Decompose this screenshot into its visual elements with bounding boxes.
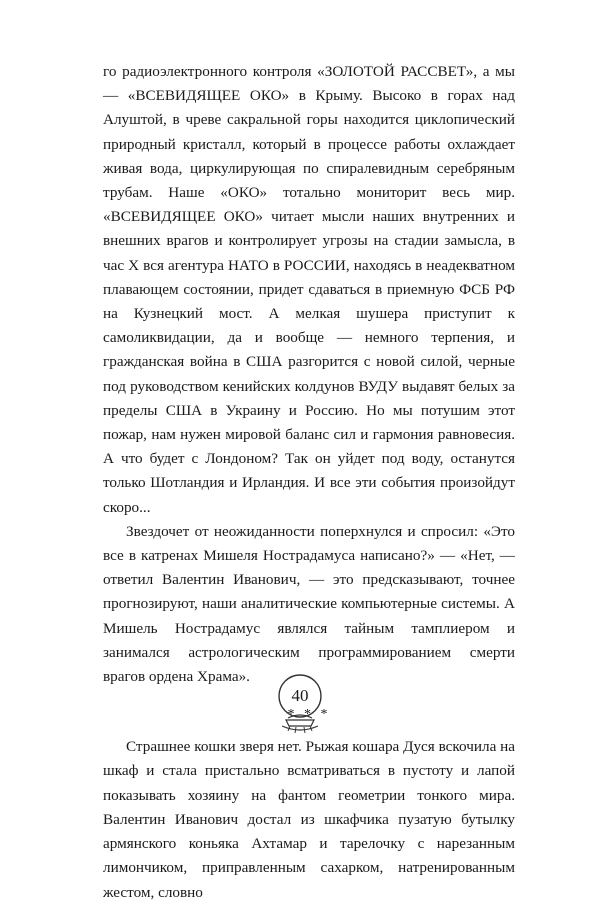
page-number: 40 [291,686,309,705]
page-number-ornament [270,668,330,738]
section-separator: * * * [287,707,331,723]
paragraph-dialogue: Звездочет от неожиданности поперхнулся и спросил: «Это все в катренах Мишеля Нострадамуса написано?» — «Нет, — ответил Валентин Иванович, — это предсказывают, точнее прогнозируют, наши аналитические компьютерные системы. А Мишель Нострадамус являлся тайным тамплиером и занимался астрологическим программированием смерти врагов ордена Храма». [103,522,515,686]
paragraph-continued: го радиоэлектронного контроля «ЗОЛОТОЙ РАССВЕТ», а мы — «ВСЕВИДЯЩЕЕ ОКО» в Крыму. Высоко в горах над Алуштой, в чреве сакральной горы находится циклопический природный кристалл, который в процессе работы охлаждает живая вода, циркулирующая по спиралевидным серебряным трубам. Наше «ОКО» тотально мониторит весь мир. «ВСЕВИДЯЩЕЕ ОКО» читает мысли наших внутренних и внешних врагов и контролирует угрозы на стадии замысла, в час X вся агентура НАТО в РОССИИ, находясь в неадекватном плавающем состоянии, придет сдаваться в приемную ФСБ РФ на Кузнецкий мост. А мелкая шушера приступит к самоликвидации, да и вообще — немного терпения, и гражданская война в США разгорится с новой силой, черные под руководством кенийских колдунов ВУДУ выдавят белых за пределы США в Украину и Россию. Но мы потушим этот пожар, нам нужен мировой баланс сил и гармония равновесия. А что будет с Лондоном? Так он уйдет под воду, останутся только Шотландия и Ирландия. И все эти события произойдут скоро... [103,63,515,516]
body-text [103,60,515,905]
paragraph-new-section: Страшнее кошки зверя нет. Рыжая кошара Дуся вскочила на шкаф и стала пристально всматриваться в пустоту и лапой показывать хозяину на фантом геометрии тонкого мира. Валентин Иванович достал из шкафчика пузатую бутылку армянского коньяка Ахтамар и тарелочку с нарезанным лимончиком, приправленным сахарком, натренированным жестом, словно [103,738,515,901]
